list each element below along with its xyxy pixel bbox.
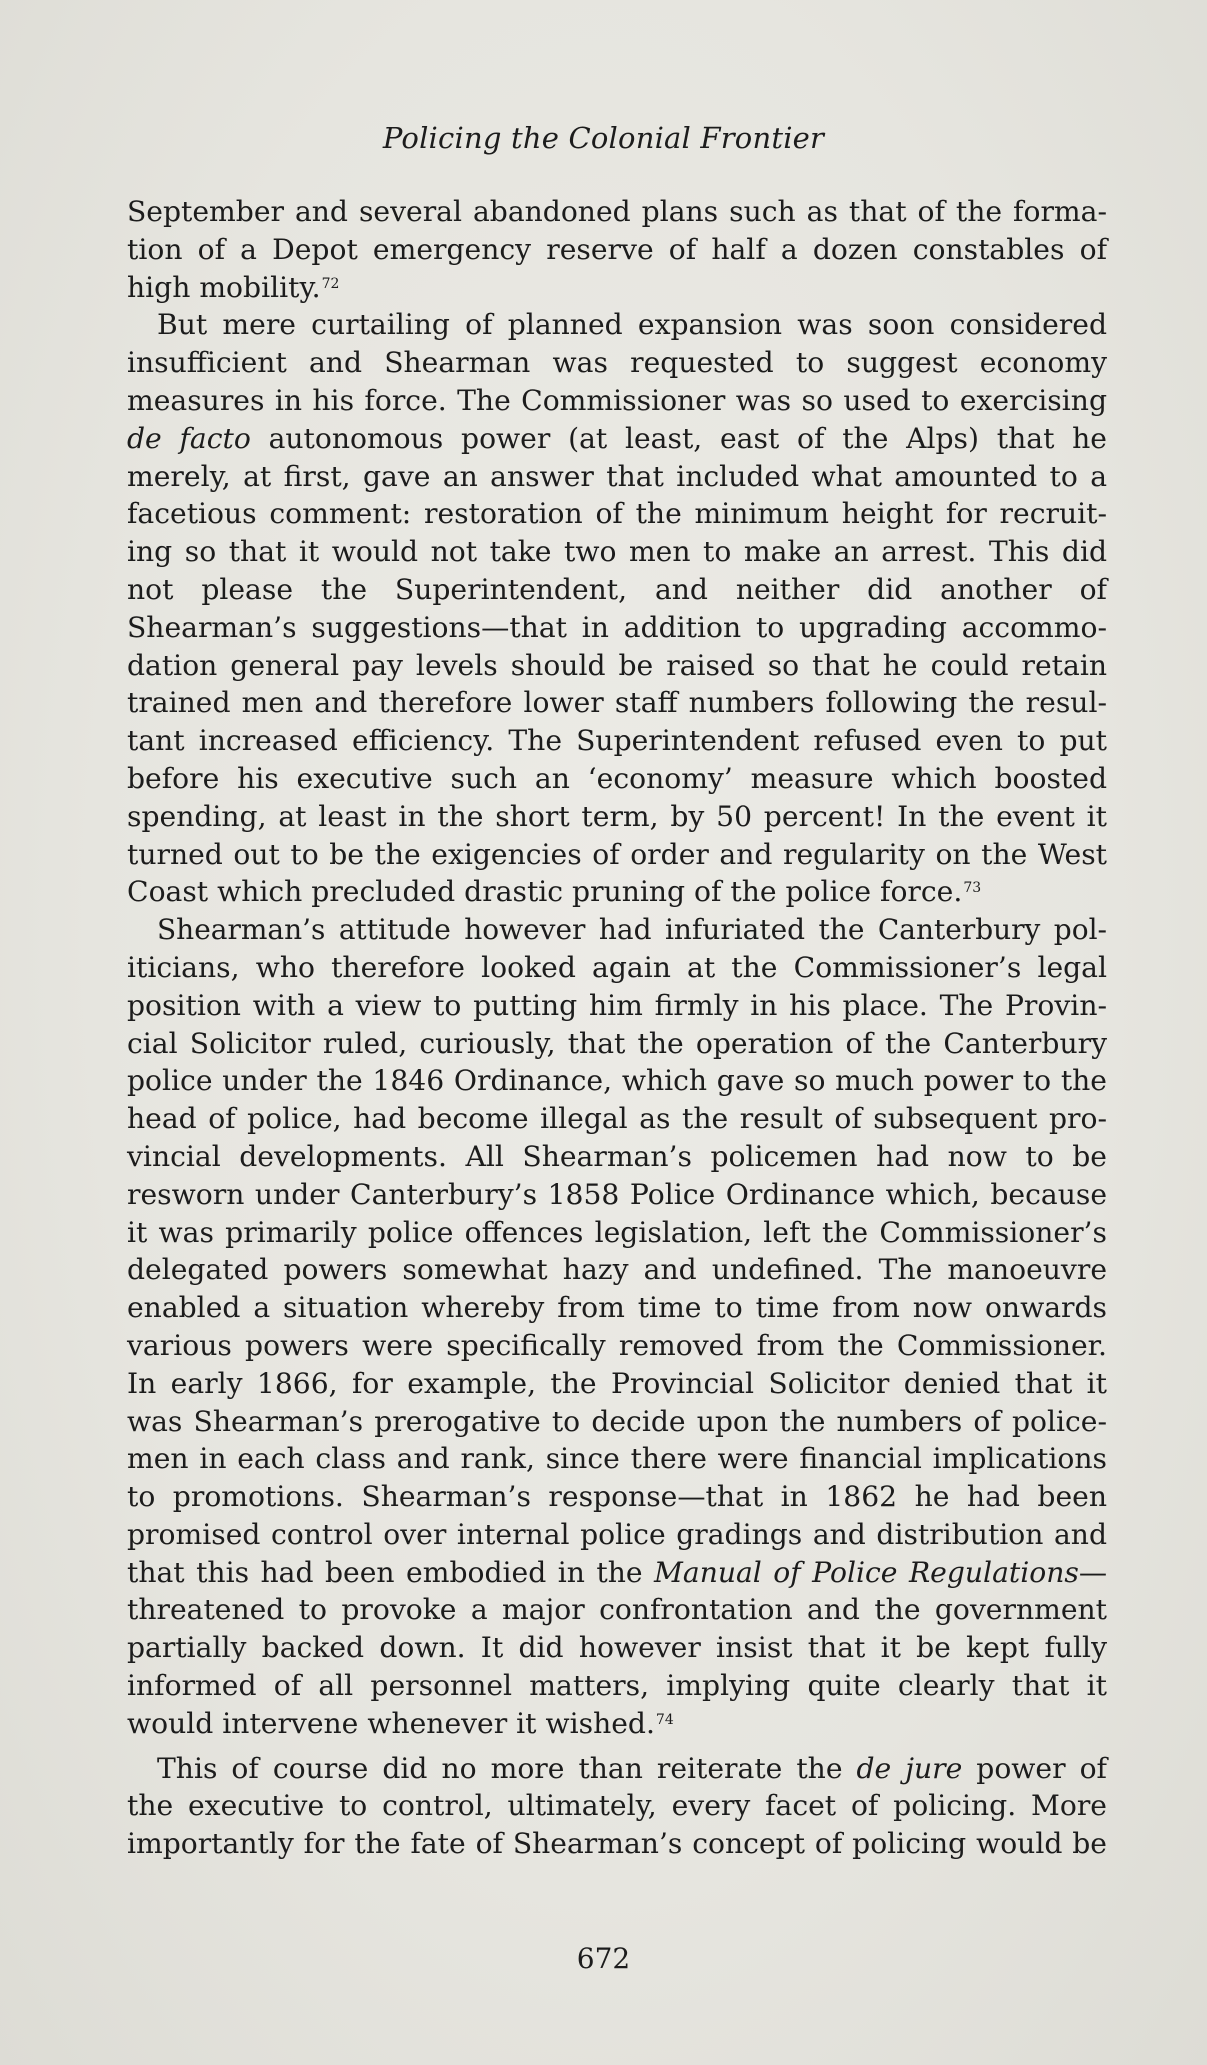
text-line bbox=[127, 533, 1107, 571]
text-run: tion of a Depot emergency reserve of half a dozen constables of bbox=[127, 232, 1107, 266]
text-run: Shearman’s attitude however had infuriated the Canterbury pol- bbox=[157, 913, 1107, 947]
footnote-marker: 74 bbox=[655, 1711, 674, 1728]
text-line bbox=[127, 873, 1107, 911]
text-line bbox=[127, 1705, 1107, 1743]
text-run: that this had been embodied in the bbox=[127, 1555, 655, 1589]
text-run: various powers were specifically removed from the Commissioner. bbox=[127, 1328, 1107, 1362]
text-line bbox=[127, 760, 1107, 798]
body-text bbox=[127, 193, 1107, 1863]
text-run: facetious comment: restoration of the minimum height for recruit- bbox=[127, 497, 1107, 531]
text-run: not please the Superintendent, and neither did another of bbox=[127, 572, 1107, 606]
text-run: But mere curtailing of planned expansion was soon considered bbox=[157, 308, 1107, 342]
text-line bbox=[127, 269, 1107, 307]
text-line bbox=[127, 911, 1107, 949]
text-run: resworn under Canterbury’s 1858 Police Ordinance which, because bbox=[127, 1177, 1107, 1211]
text-line bbox=[127, 344, 1107, 382]
text-line bbox=[127, 231, 1107, 269]
italic-run: de facto bbox=[127, 421, 251, 455]
text-run: spending, at least in the short term, by 50 percent! In the event it bbox=[127, 799, 1107, 833]
text-run: dation general pay levels should be raised so that he could retain bbox=[127, 648, 1107, 682]
text-run: cial Solicitor ruled, curiously, that the operation of the Canterbury bbox=[127, 1026, 1107, 1060]
text-line bbox=[127, 1365, 1107, 1403]
text-run: informed of all personnel matters, implying quite clearly that it bbox=[127, 1669, 1107, 1703]
text-line bbox=[127, 495, 1107, 533]
text-run: merely, at first, gave an answer that included what amounted to a bbox=[127, 459, 1107, 493]
text-run: tant increased efficiency. The Superintendent refused even to put bbox=[127, 724, 1107, 758]
text-line bbox=[127, 949, 1107, 987]
text-run: September and several abandoned plans such as that of the forma- bbox=[127, 195, 1107, 228]
text-line bbox=[127, 798, 1107, 836]
text-run: position with a view to putting him firmly in his place. The Provin- bbox=[127, 988, 1107, 1022]
text-line bbox=[127, 420, 1107, 458]
text-line bbox=[127, 1440, 1107, 1478]
text-line bbox=[127, 1025, 1107, 1063]
text-line bbox=[127, 1516, 1107, 1554]
text-run: men in each class and rank, since there were financial implications bbox=[127, 1442, 1107, 1476]
text-line bbox=[127, 1787, 1107, 1825]
text-line bbox=[127, 1478, 1107, 1516]
text-line bbox=[127, 647, 1107, 685]
text-run: would intervene whenever it wished. bbox=[127, 1706, 655, 1740]
text-line bbox=[127, 1750, 1107, 1788]
text-run: iticians, who therefore looked again at the Commissioner’s legal bbox=[127, 950, 1107, 984]
text-run: autonomous power (at least, east of the Alps) that he bbox=[250, 421, 1107, 455]
text-run: ing so that it would not take two men to make an arrest. This did bbox=[127, 535, 1107, 569]
text-line bbox=[127, 193, 1107, 231]
text-line bbox=[127, 1327, 1107, 1365]
text-run: trained men and therefore lower staff numbers following the resul- bbox=[127, 686, 1107, 720]
text-line bbox=[127, 1403, 1107, 1441]
text-run: partially backed down. It did however insist that it be kept fully bbox=[127, 1631, 1107, 1665]
text-run: vincial developments. All Shearman’s policemen had now to be bbox=[127, 1139, 1107, 1173]
text-line bbox=[127, 382, 1107, 420]
footnote-marker: 72 bbox=[321, 275, 340, 292]
footnote-marker: 73 bbox=[963, 880, 982, 897]
text-run: head of police, had become illegal as the result of subsequent pro- bbox=[127, 1102, 1107, 1136]
text-run: enabled a situation whereby from time to time from now onwards bbox=[127, 1291, 1107, 1325]
text-run: the executive to control, ultimately, every facet of policing. More bbox=[127, 1789, 1107, 1823]
text-run: Coast which precluded drastic pruning of the police force. bbox=[127, 875, 963, 909]
running-head: Policing the Colonial Frontier bbox=[382, 121, 825, 155]
text-line bbox=[127, 684, 1107, 722]
text-run: threatened to provoke a major confrontation and the government bbox=[127, 1593, 1107, 1627]
text-run: was Shearman’s prerogative to decide upon the numbers of police- bbox=[127, 1404, 1107, 1438]
text-line bbox=[127, 1062, 1107, 1100]
italic-run: de jure bbox=[856, 1751, 963, 1785]
text-run: Shearman’s suggestions—that in addition to upgrading accommo- bbox=[127, 610, 1107, 644]
text-run: promised control over internal police gradings and distribution and bbox=[127, 1517, 1107, 1551]
text-line bbox=[127, 1554, 1107, 1592]
text-line bbox=[127, 306, 1107, 344]
text-run: before his executive such an ‘economy’ measure which boosted bbox=[127, 761, 1107, 795]
text-run: — bbox=[1078, 1555, 1107, 1589]
text-line bbox=[127, 836, 1107, 874]
text-line bbox=[127, 1100, 1107, 1138]
text-run: turned out to be the exigencies of order and regularity on the West bbox=[127, 837, 1107, 871]
text-line bbox=[127, 1629, 1107, 1667]
text-run: insufficient and Shearman was requested to suggest economy bbox=[127, 346, 1107, 380]
text-line bbox=[127, 1591, 1107, 1629]
text-run: high mobility. bbox=[127, 270, 321, 304]
text-run: importantly for the fate of Shearman’s concept of policing would be bbox=[127, 1827, 1107, 1861]
text-line bbox=[127, 1251, 1107, 1289]
text-line bbox=[127, 987, 1107, 1025]
text-line bbox=[127, 1289, 1107, 1327]
text-run: delegated powers somewhat hazy and undefined. The manoeuvre bbox=[127, 1253, 1107, 1287]
text-line bbox=[127, 1138, 1107, 1176]
text-run: In early 1866, for example, the Provincial Solicitor denied that it bbox=[127, 1366, 1107, 1400]
text-line bbox=[127, 1176, 1107, 1214]
text-line bbox=[127, 458, 1107, 496]
text-line bbox=[127, 722, 1107, 760]
text-line bbox=[127, 1667, 1107, 1705]
text-line bbox=[127, 571, 1107, 609]
text-run: it was primarily police offences legislation, left the Commissioner’s bbox=[127, 1215, 1107, 1249]
text-line bbox=[127, 609, 1107, 647]
text-run: to promotions. Shearman’s response—that in 1862 he had been bbox=[127, 1480, 1107, 1514]
text-run: measures in his force. The Commissioner was so used to exercising bbox=[127, 383, 1107, 417]
text-line bbox=[127, 1825, 1107, 1863]
page-number: 672 bbox=[576, 1942, 631, 1975]
italic-run: Manual of Police Regulations bbox=[654, 1555, 1079, 1589]
text-line bbox=[127, 1214, 1107, 1252]
text-run: This of course did no more than reiterate the bbox=[157, 1751, 857, 1785]
text-run: police under the 1846 Ordinance, which gave so much power to the bbox=[127, 1064, 1107, 1098]
text-run: power of bbox=[962, 1751, 1107, 1785]
